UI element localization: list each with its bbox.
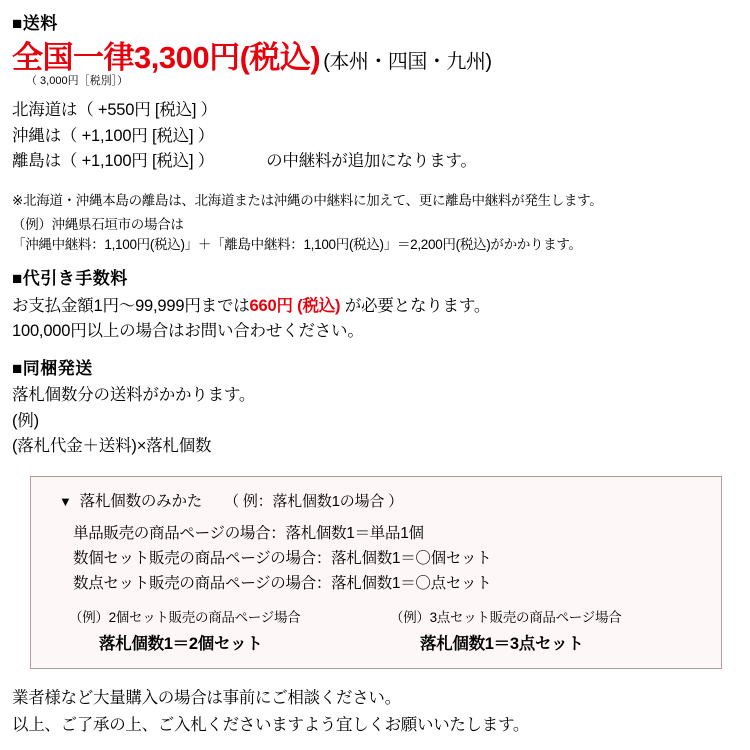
triangle-down-icon: ▼ <box>59 493 72 509</box>
cod-fee-line <box>12 294 738 320</box>
shipping-area-row <box>12 149 738 175</box>
shipping-area-hokkaido: 北海道は（ +550円 [税込] ） <box>12 100 217 119</box>
footer-line-1: 業者様など大量購入の場合は事前にご相談ください。 <box>12 689 401 708</box>
howto-examples <box>41 606 711 654</box>
bundle-line-3: (落札代金＋送料)×落札個数 <box>12 437 212 456</box>
shipping-heading: ■送料 <box>12 14 58 33</box>
shipping-area-row <box>12 98 738 124</box>
shipping-note-remote-island: ※北海道・沖縄本島の離島は、北海道または沖縄の中継料に加えて、更に離島中継料が発生します。 <box>12 192 603 208</box>
shipping-main-price: 全国一律3,300円(税込) <box>12 40 321 76</box>
shipping-tax-excluded: （ 3,000円［税別］） <box>26 74 129 87</box>
shipping-main-price-regions: (本州・四国・九州) <box>323 51 492 74</box>
shipping-area-okinawa: 沖縄は（ +1,100円 [税込] ） <box>12 126 215 145</box>
bundle-line-1: 落札個数分の送料がかかります。 <box>12 386 256 405</box>
bundle-heading: ■同梱発送 <box>12 358 93 378</box>
howto-example-1-caption: （例）2個セット販売の商品ページ場合 <box>69 610 301 626</box>
howto-title-example: （ 例：落札個数1の場合 ） <box>224 492 403 510</box>
shipping-area-row <box>12 124 738 150</box>
howto-example-1-value: 落札個数1＝2個セット <box>99 635 263 654</box>
footer-line-2: 以上、ご了承の上、ご入札くださいますよう宜しくお願いいたします。 <box>12 715 530 734</box>
bundle-line-2: (例) <box>12 411 39 430</box>
howto-example-1 <box>69 606 390 654</box>
cod-fee-suffix: が必要となります。 <box>340 296 491 315</box>
shipping-note-example-label: （例）沖縄県石垣市の場合は <box>12 216 184 232</box>
shipping-area-surcharges <box>12 98 738 175</box>
howto-box <box>30 476 722 669</box>
shipping-main-price-row <box>12 42 738 75</box>
cod-fee-prefix: お支払金額1円〜99,999円までは <box>12 296 250 315</box>
howto-line: 数個セット販売の商品ページの場合：落札個数1＝〇個セット <box>73 550 492 568</box>
howto-title: 落札個数のみかた <box>79 492 203 510</box>
howto-example-2-caption: （例）3点セット販売の商品ページ場合 <box>390 610 622 626</box>
shipping-relay-fee-note: の中継料が追加になります。 <box>266 152 477 171</box>
shipping-note-example-calc: 「沖縄中継料：1,100円(税込)」＋「離島中継料：1,100円(税込)」＝2,200円(税込)がかかります。 <box>12 237 582 253</box>
cod-heading: ■代引き手数料 <box>12 269 128 289</box>
howto-title-row <box>41 489 711 511</box>
howto-example-2 <box>390 606 711 654</box>
cod-fee-amount: 660円 (税込) <box>249 296 341 315</box>
howto-example-2-value: 落札個数1＝3点セット <box>420 635 584 654</box>
shipping-area-remote-islands: 離島は（ +1,100円 [税込] ） <box>12 152 215 171</box>
howto-line: 単品販売の商品ページの場合：落札個数1＝単品1個 <box>73 524 424 542</box>
cod-large-amount-line: 100,000円以上の場合はお問い合わせください。 <box>12 322 364 341</box>
howto-line: 数点セット販売の商品ページの場合：落札個数1＝〇点セット <box>73 575 492 593</box>
